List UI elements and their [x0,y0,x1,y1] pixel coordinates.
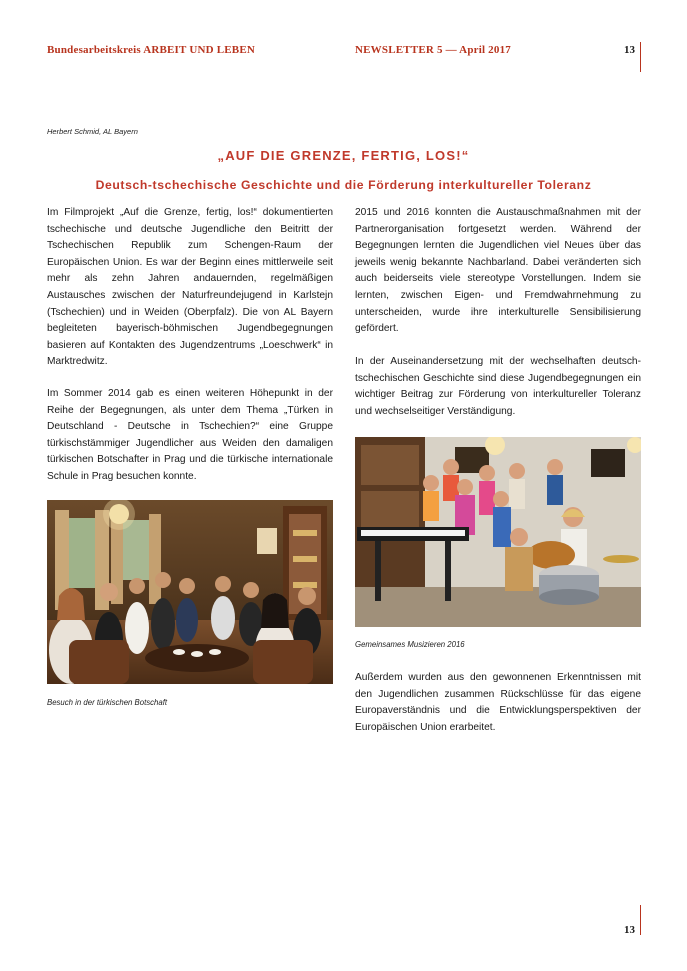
paragraph: Im Filmprojekt „Auf die Grenze, fertig, los!“ dokumentierten tschechische und deutsche Jugendliche den Beitritt der Tschechischen Republik zum Schengen-Raum der Europäischen Union. Es war der Beginn eines mittlerweile seit mehr als zehn Jahren andauernden, regelmäßigen Austausches zwischen der Naturfreundejugend in Karlstejn (Tschechien) und in Weiden (Oberpfalz). Die von AL Bayern begleiteten bayerisch-böhmischen Jugendbegegnungen basieren auf Kontakten des Jugendzentrums „Loeschwerk“ in Marktredwitz. [47,207,333,368]
article-subtitle: Deutsch-tschechische Geschichte und die Förderung interkultureller Toleranz [95,178,592,192]
music-photo-caption: Gemeinsames Musizieren 2016 [355,640,465,649]
music-photo [355,437,641,627]
left-column-paragraph-1 [47,205,333,371]
page-number-top: 13 [624,44,635,56]
music-photo-image [355,437,641,627]
right-column-paragraph-1 [355,205,641,338]
paragraph: Außerdem wurden aus den gewonnenen Erkenntnissen mit den Jugendlichen zusammen Rückschlüsse für das eigene Europaverständnis und die Entwicklungsperspektiven der Europäischen Union erarbeitet. [355,672,641,733]
right-column-paragraph-3 [355,670,641,736]
embassy-photo-caption: Besuch in der türkischen Botschaft [47,698,168,707]
author-line: Herbert Schmid, AL Bayern [47,127,138,136]
header-organization: Bundesarbeitskreis ARBEIT UND LEBEN [47,44,256,56]
header-divider [640,42,641,72]
paragraph: In der Auseinandersetzung mit der wechselhaften deutsch-tschechischen Geschichte sind diese Jugendbegegnungen ein wichtiger Beitrag zur Förderung von interkultureller Toleranz und wechselseitiger Verständigung. [355,356,641,417]
page-number-bottom: 13 [624,924,635,936]
right-column-paragraph-2 [355,354,641,420]
embassy-photo-image [47,500,333,684]
embassy-photo [47,500,333,684]
article-title: „AUF DIE GRENZE, FERTIG, LOS!“ [217,148,470,163]
header-newsletter: NEWSLETTER 5 — April 2017 [355,44,511,56]
paragraph: Im Sommer 2014 gab es einen weiteren Höhepunkt in der Reihe der Begegnungen, als unter dem Thema „Türken in Deutschland - Deutsche in Tschechien?“ eine Gruppe türkischstämmiger Jugendlicher aus Weiden den damaligen türkischen Botschafter in Prag und die türkische internationale Schule in Prag besuchen konnte. [47,388,333,482]
left-column-paragraph-2 [47,386,333,486]
footer-divider [640,905,641,935]
paragraph: 2015 und 2016 konnten die Austauschmaßnahmen mit der Partnerorganisation fortgesetzt werden. Während der Begegnungen lernten die Jugendlichen viel Neues über das jeweils wenig bekannte Nachbarland. Dabei veränderten sich auch beiderseits viele stereotype Vorstellungen. Indem sie lernten, zwischen Eigen- und Fremdwahrnehmung zu unterscheiden, wurde ihre interkulturelle Sensibilisierung gefördert. [355,207,641,335]
